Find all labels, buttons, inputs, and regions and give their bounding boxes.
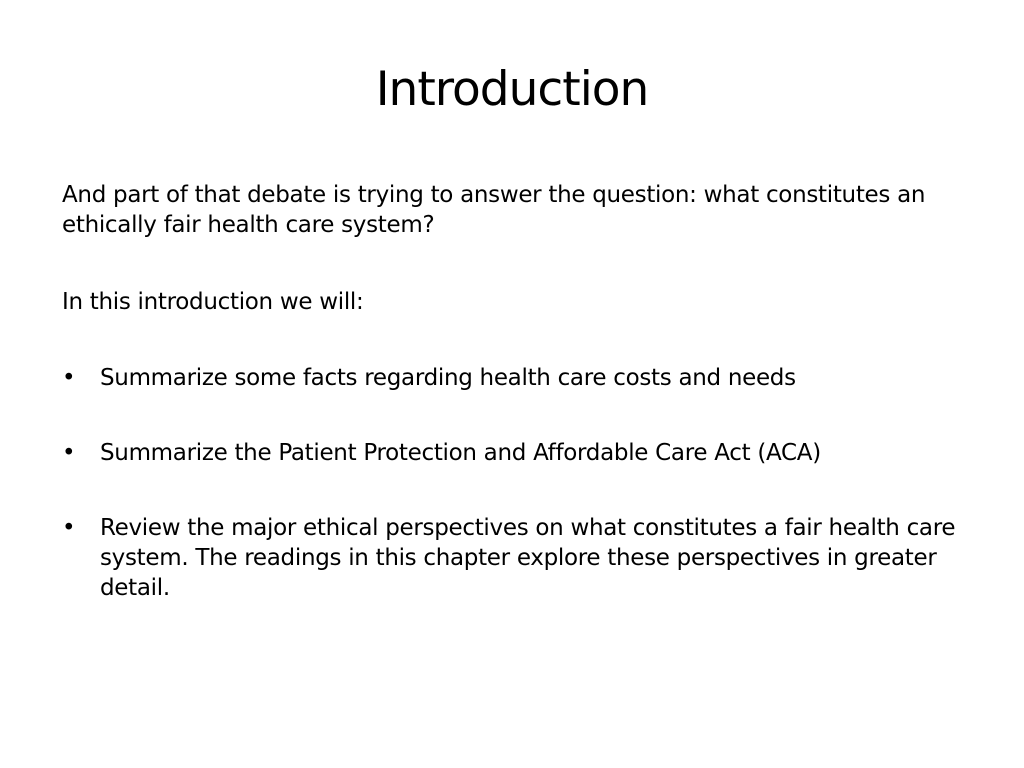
slide-body — [62, 180, 962, 603]
bullet-item — [62, 513, 962, 603]
bullet-item — [62, 363, 962, 393]
bullet-text: Review the major ethical perspectives on what constitutes a fair health care system. The readings in this chapter explore these perspectives in greater detail. — [100, 515, 956, 601]
bullet-text: Summarize the Patient Protection and Affordable Care Act (ACA) — [100, 440, 821, 466]
bullet-text: Summarize some facts regarding health care costs and needs — [100, 365, 796, 391]
lead-in-text: In this introduction we will: — [62, 289, 364, 315]
bullet-icon: • — [62, 440, 76, 466]
bullet-icon: • — [62, 365, 76, 391]
intro-paragraph: And part of that debate is trying to answer the question: what constitutes an ethically fair health care system? — [62, 182, 926, 238]
slide-title: Introduction — [375, 62, 649, 117]
bullet-icon: • — [62, 515, 76, 541]
bullet-item — [62, 438, 962, 468]
bullet-list — [62, 363, 962, 603]
